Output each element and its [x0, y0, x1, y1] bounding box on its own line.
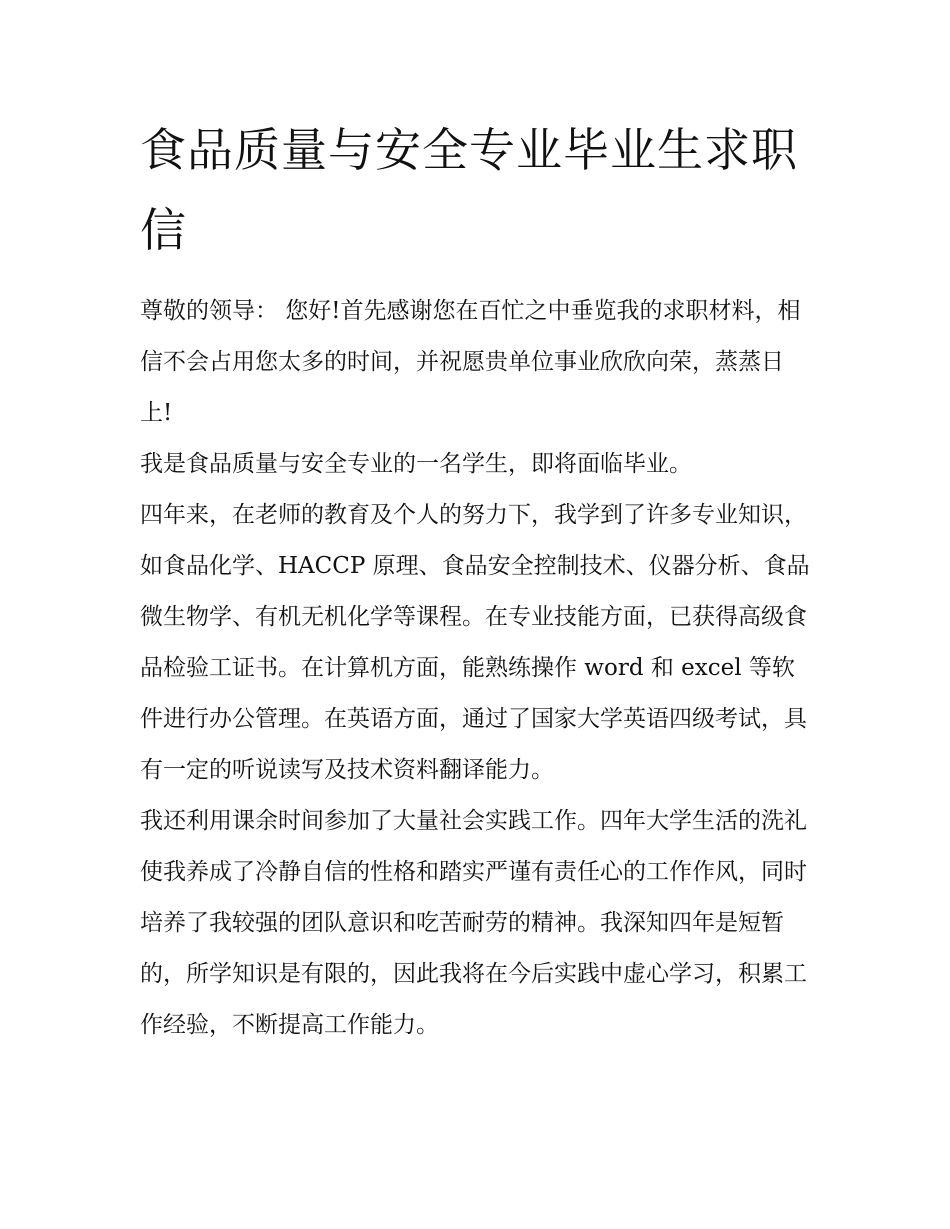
document-body [140, 286, 815, 1051]
paragraph-experience: 我还利用课余时间参加了大量社会实践工作。四年大学生活的洗礼使我养成了冷静自信的性格和踏实严谨有责任心的工作作风，同时培养了我较强的团队意识和吃苦耐劳的精神。我深知四年是短暂的，所学知识是有限的，因此我将在今后实践中虚心学习，积累工作经验，不断提高工作能力。 [140, 808, 807, 1038]
paragraph-introduction: 我是食品质量与安全专业的一名学生，即将面临毕业。 [140, 451, 692, 477]
paragraph-greeting: 尊敬的领导： 您好!首先感谢您在百忙之中垂览我的求职材料，相信不会占用您太多的时间，并祝愿贵单位事业欣欣向荣，蒸蒸日上! [140, 298, 801, 426]
document-title: 食品质量与安全专业毕业生求职信 [140, 123, 798, 257]
paragraph-skills: 四年来，在老师的教育及个人的努力下，我学到了许多专业知识，如食品化学、HACCP 原理、食品安全控制技术、仪器分析、食品微生物学、有机无机化学等课程。在专业技能方面，已获得高级食品检验工证书。在计算机方面，能熟练操作 word 和 excel 等软件进行办公管理。在英语方面，通过了国家大学英语四级考试，具有一定的听说读写及技术资料翻译能力。 [140, 502, 810, 783]
document-page [140, 110, 815, 1051]
